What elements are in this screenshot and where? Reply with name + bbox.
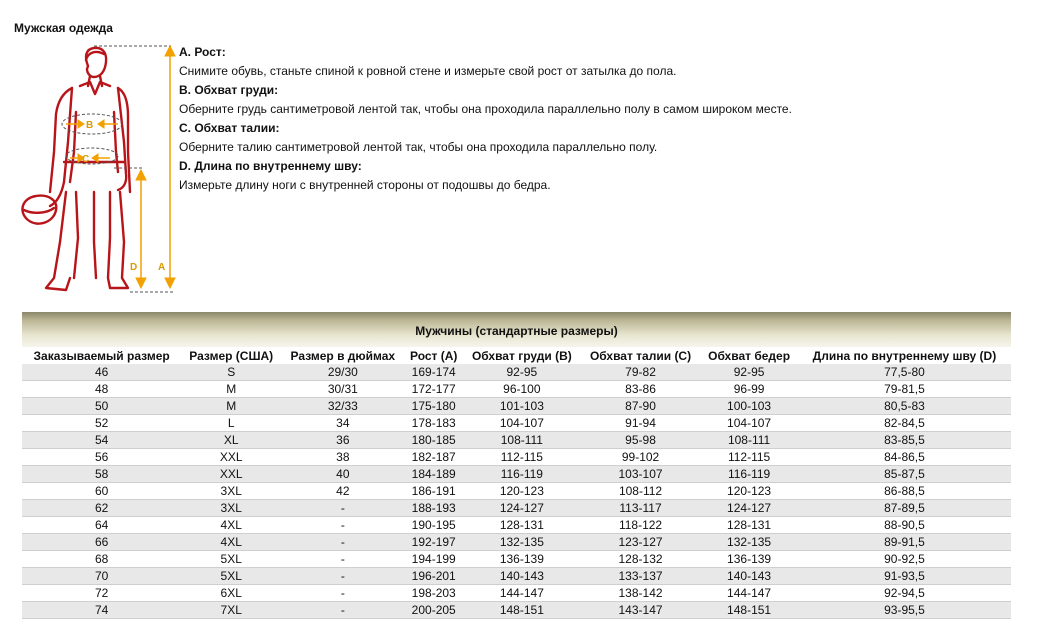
instruction-chest: [179, 81, 1019, 119]
instruction-inseam: [179, 157, 1019, 195]
table-cell: 112-115: [700, 449, 798, 466]
table-cell: 104-107: [700, 415, 798, 432]
table-cell: 188-193: [405, 500, 463, 517]
instruction-text: Оберните талию сантиметровой лентой так, чтобы она проходила параллельно полу.: [179, 140, 658, 154]
guide-lines: [94, 46, 174, 292]
table-cell: 79-82: [581, 364, 700, 381]
table-cell: -: [281, 585, 404, 602]
table-cell: 184-189: [405, 466, 463, 483]
table-cell: S: [181, 364, 281, 381]
table-cell: 120-123: [700, 483, 798, 500]
table-cell: 113-117: [581, 500, 700, 517]
table-cell: 108-112: [581, 483, 700, 500]
table-cell: 95-98: [581, 432, 700, 449]
inseam-arrow: [136, 170, 146, 288]
table-cell: 86-88,5: [798, 483, 1011, 500]
table-cell: 92-94,5: [798, 585, 1011, 602]
size-table-title: Мужчины (стандартные размеры): [22, 312, 1011, 347]
table-cell: 29/30: [281, 364, 404, 381]
table-row: [22, 432, 1011, 449]
table-cell: 128-131: [700, 517, 798, 534]
table-cell: 36: [281, 432, 404, 449]
table-cell: 4XL: [181, 534, 281, 551]
table-cell: 198-203: [405, 585, 463, 602]
table-row: [22, 568, 1011, 585]
table-cell: 48: [22, 381, 181, 398]
table-cell: 112-115: [463, 449, 581, 466]
table-cell: 169-174: [405, 364, 463, 381]
table-cell: 83-85,5: [798, 432, 1011, 449]
table-cell: 128-132: [581, 551, 700, 568]
table-cell: L: [181, 415, 281, 432]
table-cell: 34: [281, 415, 404, 432]
table-cell: -: [281, 500, 404, 517]
measurement-figure-illustration: [14, 42, 184, 296]
table-cell: 82-84,5: [798, 415, 1011, 432]
table-cell: 108-111: [463, 432, 581, 449]
table-cell: 180-185: [405, 432, 463, 449]
table-cell: 46: [22, 364, 181, 381]
table-cell: 124-127: [463, 500, 581, 517]
table-row: [22, 381, 1011, 398]
table-cell: 108-111: [700, 432, 798, 449]
page-title: Мужская одежда: [14, 21, 113, 35]
table-cell: M: [181, 398, 281, 415]
table-row: [22, 415, 1011, 432]
table-cell: 40: [281, 466, 404, 483]
size-table-body: [22, 364, 1011, 619]
table-cell: 190-195: [405, 517, 463, 534]
table-cell: 172-177: [405, 381, 463, 398]
table-cell: 194-199: [405, 551, 463, 568]
table-cell: 66: [22, 534, 181, 551]
table-cell: 72: [22, 585, 181, 602]
table-cell: 148-151: [463, 602, 581, 619]
table-cell: XL: [181, 432, 281, 449]
table-cell: 148-151: [700, 602, 798, 619]
table-cell: 99-102: [581, 449, 700, 466]
table-row: [22, 483, 1011, 500]
column-header: Заказываемый размер: [33, 348, 170, 363]
table-row: [22, 364, 1011, 381]
table-row: [22, 398, 1011, 415]
table-cell: XXL: [181, 466, 281, 483]
table-cell: 175-180: [405, 398, 463, 415]
table-cell: 96-100: [463, 381, 581, 398]
instruction-text: Измерьте длину ноги с внутренней стороны от подошвы до бедра.: [179, 178, 551, 192]
table-cell: 90-92,5: [798, 551, 1011, 568]
table-cell: -: [281, 534, 404, 551]
table-cell: 4XL: [181, 517, 281, 534]
table-cell: 7XL: [181, 602, 281, 619]
table-cell: 42: [281, 483, 404, 500]
table-cell: 124-127: [700, 500, 798, 517]
table-cell: 3XL: [181, 483, 281, 500]
table-cell: 196-201: [405, 568, 463, 585]
chest-label: B: [86, 120, 94, 131]
table-cell: 79-81,5: [798, 381, 1011, 398]
table-cell: 89-91,5: [798, 534, 1011, 551]
instruction-waist: [179, 119, 1019, 157]
table-cell: 186-191: [405, 483, 463, 500]
table-row: [22, 466, 1011, 483]
table-cell: 88-90,5: [798, 517, 1011, 534]
table-cell: 87-90: [581, 398, 700, 415]
table-cell: 70: [22, 568, 181, 585]
table-cell: 200-205: [405, 602, 463, 619]
instruction-heading: C. Обхват талии:: [179, 121, 280, 135]
table-cell: 182-187: [405, 449, 463, 466]
instruction-heading: B. Обхват груди:: [179, 83, 279, 97]
table-cell: 62: [22, 500, 181, 517]
table-cell: 136-139: [700, 551, 798, 568]
table-row: [22, 602, 1011, 619]
table-cell: 140-143: [463, 568, 581, 585]
instruction-heading: D. Длина по внутреннему шву:: [179, 159, 362, 173]
table-cell: 136-139: [463, 551, 581, 568]
table-cell: 92-95: [700, 364, 798, 381]
column-header: Размер (США): [189, 348, 274, 363]
table-cell: 133-137: [581, 568, 700, 585]
table-cell: 132-135: [700, 534, 798, 551]
table-cell: 138-142: [581, 585, 700, 602]
instruction-heading: A. Рост:: [179, 45, 226, 59]
table-cell: 68: [22, 551, 181, 568]
table-cell: 101-103: [463, 398, 581, 415]
table-cell: 3XL: [181, 500, 281, 517]
table-row: [22, 534, 1011, 551]
table-row: [22, 517, 1011, 534]
table-cell: 91-93,5: [798, 568, 1011, 585]
table-cell: 123-127: [581, 534, 700, 551]
table-cell: 83-86: [581, 381, 700, 398]
table-cell: 192-197: [405, 534, 463, 551]
table-cell: 60: [22, 483, 181, 500]
column-header: Рост (A): [409, 348, 458, 363]
table-cell: 93-95,5: [798, 602, 1011, 619]
table-cell: 116-119: [463, 466, 581, 483]
table-cell: 132-135: [463, 534, 581, 551]
table-cell: 118-122: [581, 517, 700, 534]
table-cell: 38: [281, 449, 404, 466]
table-cell: 96-99: [700, 381, 798, 398]
man-outline: [22, 48, 130, 290]
height-label: A: [158, 262, 166, 273]
instruction-height: [179, 43, 1019, 81]
table-cell: 32/33: [281, 398, 404, 415]
table-cell: 54: [22, 432, 181, 449]
table-cell: 91-94: [581, 415, 700, 432]
table-cell: -: [281, 568, 404, 585]
table-cell: 143-147: [581, 602, 700, 619]
table-cell: 77,5-80: [798, 364, 1011, 381]
table-cell: 30/31: [281, 381, 404, 398]
column-header: Обхват груди (B): [471, 348, 572, 363]
size-table: [22, 347, 1011, 619]
column-header: Длина по внутреннему шву (D): [812, 348, 997, 363]
table-cell: 144-147: [700, 585, 798, 602]
table-cell: 128-131: [463, 517, 581, 534]
height-arrow: [165, 46, 175, 288]
inseam-label: D: [130, 262, 138, 273]
table-row: [22, 585, 1011, 602]
table-cell: -: [281, 551, 404, 568]
table-row: [22, 500, 1011, 517]
size-table-container: [22, 312, 1011, 619]
measurement-instructions: [179, 43, 1019, 195]
table-cell: 178-183: [405, 415, 463, 432]
table-cell: 56: [22, 449, 181, 466]
table-row: [22, 449, 1011, 466]
waist-label: C: [82, 154, 90, 165]
table-cell: 116-119: [700, 466, 798, 483]
instruction-text: Снимите обувь, станьте спиной к ровной стене и измерьте свой рост от затылка до пола.: [179, 64, 677, 78]
table-cell: -: [281, 602, 404, 619]
column-header: Обхват бедер: [708, 348, 791, 363]
table-cell: 74: [22, 602, 181, 619]
table-cell: 80,5-83: [798, 398, 1011, 415]
table-cell: 58: [22, 466, 181, 483]
table-cell: 52: [22, 415, 181, 432]
table-cell: 92-95: [463, 364, 581, 381]
table-header-row: [22, 347, 1011, 364]
table-cell: XXL: [181, 449, 281, 466]
table-cell: M: [181, 381, 281, 398]
table-cell: 85-87,5: [798, 466, 1011, 483]
column-header: Размер в дюймах: [290, 348, 396, 363]
table-cell: 64: [22, 517, 181, 534]
table-cell: 140-143: [700, 568, 798, 585]
table-cell: 144-147: [463, 585, 581, 602]
table-cell: 5XL: [181, 568, 281, 585]
table-cell: 100-103: [700, 398, 798, 415]
table-cell: 6XL: [181, 585, 281, 602]
table-cell: 5XL: [181, 551, 281, 568]
table-cell: 104-107: [463, 415, 581, 432]
table-row: [22, 551, 1011, 568]
table-cell: 103-107: [581, 466, 700, 483]
table-cell: 87-89,5: [798, 500, 1011, 517]
column-header: Обхват талии (C): [589, 348, 692, 363]
instruction-text: Оберните грудь сантиметровой лентой так, чтобы она проходила параллельно полу в самом широком месте.: [179, 102, 792, 116]
table-cell: 120-123: [463, 483, 581, 500]
table-cell: 50: [22, 398, 181, 415]
table-cell: -: [281, 517, 404, 534]
table-cell: 84-86,5: [798, 449, 1011, 466]
